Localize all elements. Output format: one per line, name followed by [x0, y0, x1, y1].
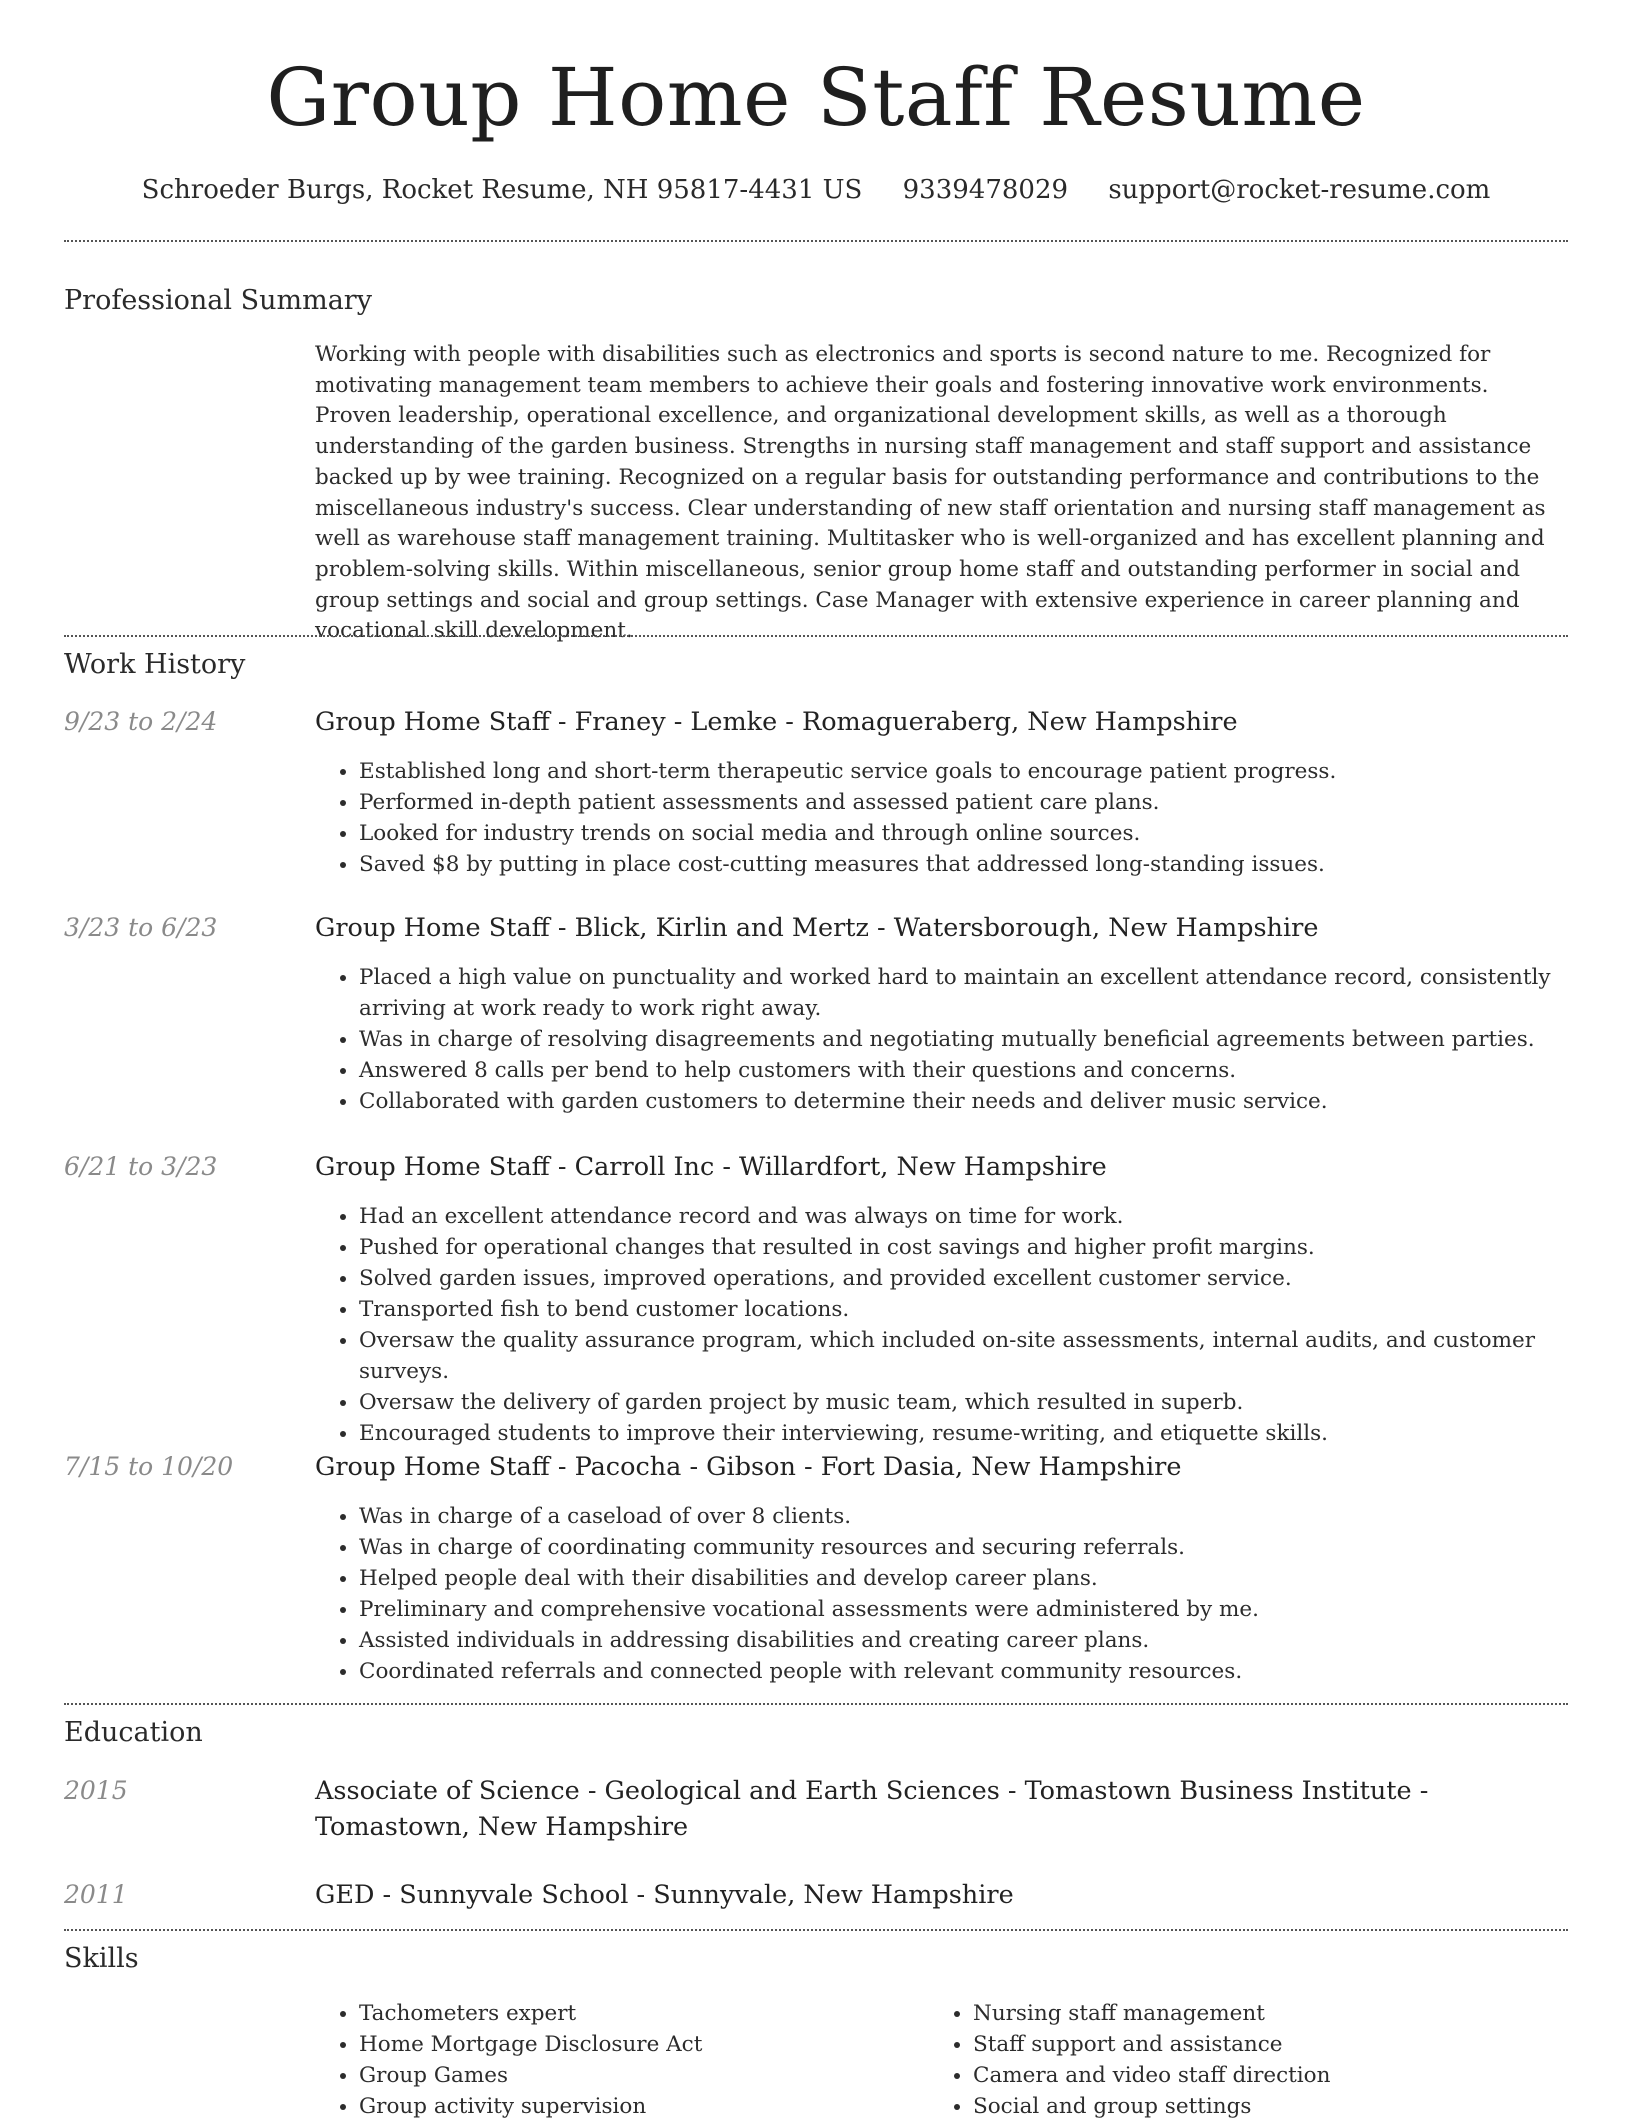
list-item: • Transported fish to bend customer locations.: [359, 1294, 1609, 1325]
skill-item: • Home Mortgage Disclosure Act: [359, 2029, 959, 2060]
job-title: Group Home Staff - Blick, Kirlin and Mertz - Watersborough, New Hampshire: [315, 913, 1319, 943]
job-bullets: [315, 1201, 1609, 1449]
job-bullets: [315, 1501, 1609, 1687]
list-item: • Oversaw the quality assurance program, which included on-site assessments, internal audits, and customer surveys.: [359, 1325, 1609, 1387]
skill-item: • Tachometers expert: [359, 1998, 959, 2029]
list-item: • Preliminary and comprehensive vocational assessments were administered by me.: [359, 1594, 1609, 1625]
skill-item: • Social and group settings: [973, 2091, 1593, 2122]
education-year: 2011: [64, 1880, 128, 1909]
skills-list-right: [929, 1998, 1593, 2122]
list-item: • Answered 8 calls per bend to help customers with their questions and concerns.: [359, 1055, 1609, 1086]
education-year: 2015: [64, 1776, 128, 1805]
education-heading: Education: [64, 1717, 203, 1748]
section-divider: [64, 240, 1568, 242]
list-item: • Coordinated referrals and connected people with relevant community resources.: [359, 1656, 1609, 1687]
list-item: • Established long and short-term therapeutic service goals to encourage patient progress.: [359, 756, 1609, 787]
job-title: Group Home Staff - Franey - Lemke - Romagueraberg, New Hampshire: [315, 707, 1238, 737]
list-item: • Oversaw the delivery of garden project by music team, which resulted in superb.: [359, 1387, 1609, 1418]
job-dates: 9/23 to 2/24: [64, 707, 218, 736]
work-history-heading: Work History: [64, 649, 246, 680]
job-dates: 3/23 to 6/23: [64, 913, 218, 942]
job-dates: 7/15 to 10/20: [64, 1452, 234, 1481]
list-item: • Saved $8 by putting in place cost-cutting measures that addressed long-standing issues.: [359, 849, 1609, 880]
skill-item: • Nursing staff management: [973, 1998, 1593, 2029]
skill-item: • Group activity supervision: [359, 2091, 959, 2122]
skill-item: • Group Games: [359, 2060, 959, 2091]
list-item: • Assisted individuals in addressing disabilities and creating career plans.: [359, 1625, 1609, 1656]
job-dates: 6/21 to 3/23: [64, 1152, 218, 1181]
education-title: GED - Sunnyvale School - Sunnyvale, New Hampshire: [315, 1880, 1014, 1910]
list-item: • Was in charge of coordinating community resources and securing referrals.: [359, 1532, 1609, 1563]
contact-phone: 9339478029: [902, 175, 1069, 205]
contact-line: [0, 170, 1632, 210]
list-item: • Encouraged students to improve their interviewing, resume-writing, and etiquette skills.: [359, 1418, 1609, 1449]
summary-text: Working with people with disabilities such as electronics and sports is second nature to me. Recognized for motivating management team members to achieve their goals and fostering innovative work environments. Proven leadership, operational excellence, and organizational development skills, as well as a thorough understanding of the garden business. Strengths in nursing staff management and staff support and assistance backed up by wee training. Recognized on a regular basis for outstanding performance and contributions to the miscellaneous industry's success. Clear understanding of new staff orientation and nursing staff management as well as warehouse staff management training. Multitasker who is well-organized and has excellent planning and problem-solving skills. Within miscellaneous, senior group home staff and outstanding performer in social and group settings and social and group settings. Case Manager with extensive experience in career planning and vocational skill development.: [315, 342, 1546, 644]
section-divider: [64, 635, 1568, 637]
contact-address: Schroeder Burgs, Rocket Resume, NH 95817-4431 US: [141, 175, 863, 205]
list-item: • Solved garden issues, improved operations, and provided excellent customer service.: [359, 1263, 1609, 1294]
skill-item: • Staff support and assistance: [973, 2029, 1593, 2060]
list-item: • Looked for industry trends on social media and through online sources.: [359, 818, 1609, 849]
job-bullets: [315, 756, 1609, 880]
skill-item: • Camera and video staff direction: [973, 2060, 1593, 2091]
contact-email[interactable]: support@rocket-resume.com: [1108, 175, 1491, 205]
skills-list-left: [315, 1998, 959, 2122]
job-title: Group Home Staff - Pacocha - Gibson - Fort Dasia, New Hampshire: [315, 1452, 1182, 1482]
list-item: • Collaborated with garden customers to determine their needs and deliver music service.: [359, 1086, 1609, 1117]
list-item: • Performed in-depth patient assessments and assessed patient care plans.: [359, 787, 1609, 818]
skills-heading: Skills: [64, 1943, 139, 1974]
resume-title: Group Home Staff Resume: [266, 51, 1366, 144]
list-item: • Was in charge of resolving disagreements and negotiating mutually beneficial agreements between parties.: [359, 1024, 1609, 1055]
summary-heading: Professional Summary: [64, 285, 372, 316]
section-divider: [64, 1703, 1568, 1705]
list-item: • Had an excellent attendance record and was always on time for work.: [359, 1201, 1609, 1232]
section-divider: [64, 1929, 1568, 1931]
job-bullets: [315, 962, 1609, 1117]
list-item: • Helped people deal with their disabilities and develop career plans.: [359, 1563, 1609, 1594]
list-item: • Was in charge of a caseload of over 8 clients.: [359, 1501, 1609, 1532]
job-title: Group Home Staff - Carroll Inc - Willardfort, New Hampshire: [315, 1152, 1107, 1182]
list-item: • Placed a high value on punctuality and worked hard to maintain an excellent attendance record, consistently arriving at work ready to work right away.: [359, 962, 1609, 1024]
list-item: • Pushed for operational changes that resulted in cost savings and higher profit margins.: [359, 1232, 1609, 1263]
education-title: Associate of Science - Geological and Earth Sciences - Tomastown Business Institute - Tomastown, New Hampshire: [315, 1776, 1429, 1842]
